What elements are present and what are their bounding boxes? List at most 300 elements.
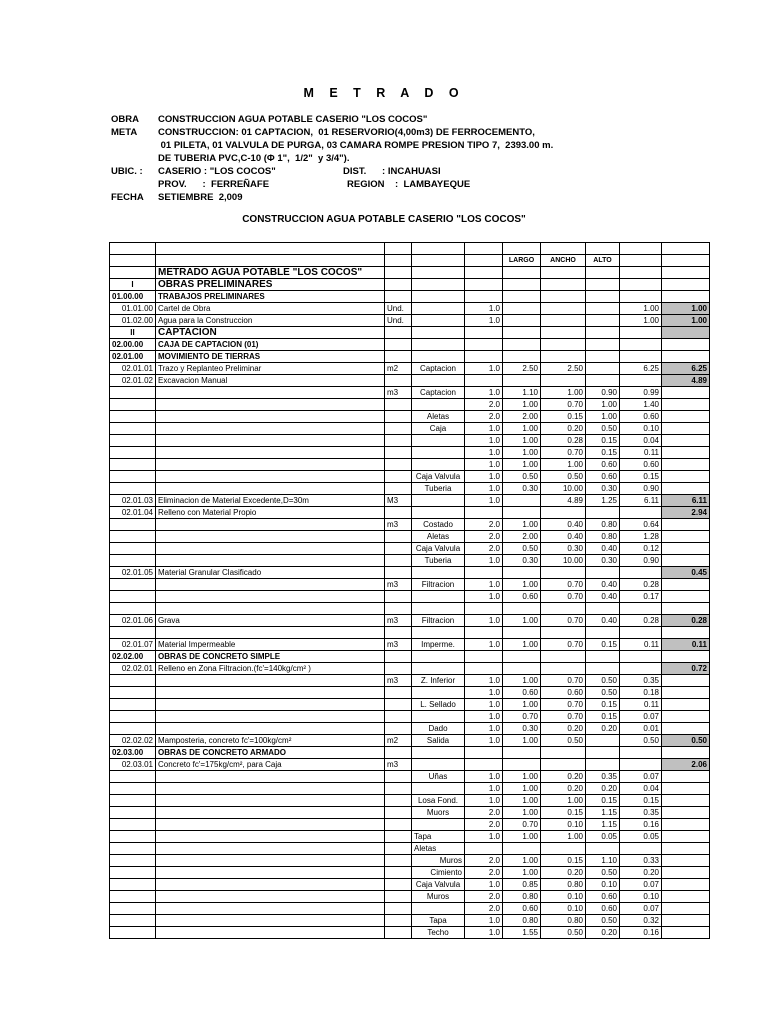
partial-cell: 0.04: [620, 435, 662, 447]
empty-cell: [110, 243, 156, 255]
unit-cell: [385, 723, 412, 735]
element-cell: [412, 435, 465, 447]
largo-cell: 1.10: [503, 387, 541, 399]
quantity-cell: 2.0: [465, 903, 503, 915]
ancho-cell: 0.15: [541, 411, 586, 423]
ancho-cell: 0.70: [541, 591, 586, 603]
item-code: [110, 819, 156, 831]
partial-cell: 0.07: [620, 903, 662, 915]
item-description: [156, 555, 385, 567]
total-cell: [662, 351, 710, 363]
partial-cell: 1.28: [620, 531, 662, 543]
element-cell: Caja Valvula: [412, 879, 465, 891]
ancho-cell: 1.00: [541, 459, 586, 471]
element-cell: Muros: [412, 855, 465, 867]
column-header: [156, 255, 385, 267]
alto-cell: 0.60: [586, 903, 620, 915]
table-row: [110, 903, 710, 915]
unit-cell: [385, 459, 412, 471]
total-cell: [662, 831, 710, 843]
table-row: [110, 555, 710, 567]
alto-cell: 0.80: [586, 519, 620, 531]
element-cell: [412, 447, 465, 459]
empty-cell: [662, 603, 710, 615]
total-cell: [662, 531, 710, 543]
alto-cell: 0.15: [586, 711, 620, 723]
ancho-cell: 0.20: [541, 771, 586, 783]
table-row: [110, 855, 710, 867]
alto-cell: 0.20: [586, 783, 620, 795]
table-row: [110, 435, 710, 447]
item-code: [110, 831, 156, 843]
largo-cell: 1.00: [503, 783, 541, 795]
unit-cell: Und.: [385, 303, 412, 315]
ancho-cell: 1.00: [541, 795, 586, 807]
total-cell: [662, 339, 710, 351]
quantity-cell: 2.0: [465, 411, 503, 423]
largo-cell: [503, 267, 541, 279]
empty-cell: [110, 627, 156, 639]
largo-cell: 0.70: [503, 819, 541, 831]
element-cell: L. Sellado: [412, 699, 465, 711]
largo-cell: 0.80: [503, 915, 541, 927]
unit-cell: m3: [385, 519, 412, 531]
alto-cell: 1.00: [586, 399, 620, 411]
ancho-cell: 0.70: [541, 699, 586, 711]
largo-cell: [503, 759, 541, 771]
element-cell: Z. Inferior: [412, 675, 465, 687]
ancho-cell: 0.40: [541, 531, 586, 543]
quantity-cell: [465, 291, 503, 303]
element-cell: Aletas: [412, 843, 465, 855]
partial-cell: 0.32: [620, 915, 662, 927]
item-description: [156, 471, 385, 483]
unit-cell: [385, 879, 412, 891]
total-cell: [662, 591, 710, 603]
ancho-cell: 0.28: [541, 435, 586, 447]
table-row: [110, 411, 710, 423]
table-row: [110, 915, 710, 927]
table-row: [110, 459, 710, 471]
largo-cell: [503, 651, 541, 663]
item-description: Agua para la Construccion: [156, 315, 385, 327]
alto-cell: 0.60: [586, 471, 620, 483]
partial-cell: 0.60: [620, 411, 662, 423]
empty-cell: [503, 243, 541, 255]
largo-cell: [503, 327, 541, 339]
table-row: [110, 303, 710, 315]
partial-cell: 0.10: [620, 423, 662, 435]
total-cell: 0.45: [662, 567, 710, 579]
item-description: Relleno en Zona Filtracion.(fc'=140kg/cm² ): [156, 663, 385, 675]
total-cell: 1.00: [662, 315, 710, 327]
element-cell: [412, 819, 465, 831]
alto-cell: [586, 279, 620, 291]
ancho-cell: 0.15: [541, 855, 586, 867]
ancho-cell: 10.00: [541, 483, 586, 495]
table-row: [110, 351, 710, 363]
unit-cell: m3: [385, 615, 412, 627]
alto-cell: 0.15: [586, 639, 620, 651]
unit-cell: [385, 771, 412, 783]
partial-cell: 0.28: [620, 615, 662, 627]
partial-cell: 0.16: [620, 819, 662, 831]
unit-cell: [385, 471, 412, 483]
table-row: [110, 267, 710, 279]
item-code: [110, 387, 156, 399]
table-row: [110, 663, 710, 675]
partial-cell: 0.35: [620, 675, 662, 687]
unit-cell: [385, 567, 412, 579]
table-row: [110, 339, 710, 351]
region-value: REGION : LAMBAYEQUE: [347, 179, 471, 190]
total-cell: [662, 891, 710, 903]
partial-cell: [620, 279, 662, 291]
total-cell: 0.28: [662, 615, 710, 627]
item-code: 02.00.00: [110, 339, 156, 351]
partial-cell: [620, 663, 662, 675]
quantity-cell: 2.0: [465, 807, 503, 819]
element-cell: [412, 651, 465, 663]
element-cell: Aletas: [412, 531, 465, 543]
item-description: [156, 447, 385, 459]
alto-cell: [586, 351, 620, 363]
table-row: [110, 615, 710, 627]
largo-cell: 1.00: [503, 795, 541, 807]
quantity-cell: 1.0: [465, 435, 503, 447]
total-cell: [662, 879, 710, 891]
largo-cell: 0.30: [503, 555, 541, 567]
quantity-cell: 1.0: [465, 735, 503, 747]
item-code: [110, 687, 156, 699]
ancho-cell: [541, 291, 586, 303]
column-header: [110, 255, 156, 267]
element-cell: Cimiento: [412, 867, 465, 879]
quantity-cell: 1.0: [465, 831, 503, 843]
largo-cell: [503, 351, 541, 363]
item-code: 02.01.06: [110, 615, 156, 627]
partial-cell: 0.90: [620, 555, 662, 567]
ancho-cell: 0.10: [541, 903, 586, 915]
item-code: [110, 807, 156, 819]
empty-cell: [412, 627, 465, 639]
alto-cell: [586, 663, 620, 675]
ancho-cell: 0.70: [541, 615, 586, 627]
total-cell: [662, 423, 710, 435]
total-cell: [662, 471, 710, 483]
largo-cell: 1.00: [503, 519, 541, 531]
item-code: [110, 267, 156, 279]
ancho-cell: [541, 759, 586, 771]
empty-cell: [385, 603, 412, 615]
largo-cell: 2.00: [503, 531, 541, 543]
element-cell: Filtracion: [412, 579, 465, 591]
empty-cell: [620, 627, 662, 639]
ancho-cell: [541, 375, 586, 387]
table-row: [110, 495, 710, 507]
item-description: CAJA DE CAPTACION (01): [156, 339, 385, 351]
unit-cell: [385, 915, 412, 927]
item-code: 02.01.05: [110, 567, 156, 579]
unit-cell: [385, 375, 412, 387]
ancho-cell: 0.20: [541, 723, 586, 735]
table-row: [110, 591, 710, 603]
element-cell: Muros: [412, 891, 465, 903]
largo-cell: [503, 375, 541, 387]
element-cell: [412, 711, 465, 723]
total-cell: 0.50: [662, 735, 710, 747]
table-row: [110, 843, 710, 855]
total-cell: [662, 483, 710, 495]
largo-cell: 0.60: [503, 591, 541, 603]
total-cell: [662, 855, 710, 867]
total-cell: [662, 675, 710, 687]
item-code: 01.00.00: [110, 291, 156, 303]
quantity-cell: 2.0: [465, 891, 503, 903]
alto-cell: 0.60: [586, 891, 620, 903]
item-description: Material Impermeable: [156, 639, 385, 651]
unit-cell: [385, 555, 412, 567]
column-header: [385, 255, 412, 267]
quantity-cell: 1.0: [465, 387, 503, 399]
largo-cell: 0.30: [503, 723, 541, 735]
table-row: [110, 735, 710, 747]
empty-cell: [503, 627, 541, 639]
largo-cell: 1.00: [503, 615, 541, 627]
table-row: [110, 879, 710, 891]
unit-cell: [385, 843, 412, 855]
quantity-cell: 1.0: [465, 591, 503, 603]
element-cell: [412, 663, 465, 675]
item-code: [110, 783, 156, 795]
ancho-cell: 1.00: [541, 387, 586, 399]
quantity-cell: 1.0: [465, 723, 503, 735]
table-row: [110, 423, 710, 435]
unit-cell: m2: [385, 735, 412, 747]
empty-cell: [586, 603, 620, 615]
largo-cell: [503, 843, 541, 855]
ancho-cell: 0.50: [541, 735, 586, 747]
alto-cell: [586, 735, 620, 747]
table-row: [110, 255, 710, 267]
empty-cell: [385, 627, 412, 639]
item-code: 02.01.01: [110, 363, 156, 375]
item-description: [156, 543, 385, 555]
item-description: [156, 399, 385, 411]
total-cell: [662, 279, 710, 291]
item-description: Cartel de Obra: [156, 303, 385, 315]
partial-cell: 0.12: [620, 543, 662, 555]
item-description: [156, 783, 385, 795]
sheet-subtitle: CONSTRUCCION AGUA POTABLE CASERIO "LOS COCOS": [242, 214, 526, 225]
quantity-cell: 1.0: [465, 915, 503, 927]
element-cell: Dado: [412, 723, 465, 735]
unit-cell: m3: [385, 675, 412, 687]
quantity-cell: 1.0: [465, 927, 503, 939]
unit-cell: [385, 651, 412, 663]
item-description: Mamposteria, concreto fc'=100kg/cm²: [156, 735, 385, 747]
partial-cell: 0.10: [620, 891, 662, 903]
empty-cell: [465, 627, 503, 639]
table-row: [110, 531, 710, 543]
element-cell: Captacion: [412, 363, 465, 375]
table-row: [110, 867, 710, 879]
item-code: 02.02.01: [110, 663, 156, 675]
partial-cell: [620, 759, 662, 771]
alto-cell: 0.40: [586, 591, 620, 603]
partial-cell: 6.11: [620, 495, 662, 507]
metrado-table: [109, 242, 710, 939]
largo-cell: 1.00: [503, 771, 541, 783]
total-cell: [662, 723, 710, 735]
table-row: [110, 579, 710, 591]
unit-cell: [385, 795, 412, 807]
alto-cell: 0.50: [586, 687, 620, 699]
partial-cell: [620, 651, 662, 663]
ancho-cell: 0.40: [541, 519, 586, 531]
item-description: [156, 435, 385, 447]
item-description: Eliminacion de Material Excedente,D=30m: [156, 495, 385, 507]
item-code: [110, 879, 156, 891]
alto-cell: 0.40: [586, 579, 620, 591]
table-row: [110, 291, 710, 303]
partial-cell: 0.20: [620, 867, 662, 879]
total-cell: [662, 447, 710, 459]
total-cell: [662, 903, 710, 915]
total-cell: [662, 807, 710, 819]
element-cell: [412, 507, 465, 519]
quantity-cell: [465, 759, 503, 771]
item-description: [156, 927, 385, 939]
quantity-cell: 1.0: [465, 315, 503, 327]
largo-cell: 1.00: [503, 579, 541, 591]
alto-cell: [586, 291, 620, 303]
item-code: [110, 795, 156, 807]
ancho-cell: 0.50: [541, 471, 586, 483]
largo-cell: [503, 495, 541, 507]
alto-cell: [586, 315, 620, 327]
element-cell: [412, 399, 465, 411]
column-header: ALTO: [586, 255, 620, 267]
empty-cell: [465, 243, 503, 255]
partial-cell: 0.60: [620, 459, 662, 471]
alto-cell: [586, 363, 620, 375]
partial-cell: 0.18: [620, 687, 662, 699]
item-description: [156, 711, 385, 723]
quantity-cell: [465, 567, 503, 579]
element-cell: [412, 327, 465, 339]
element-cell: [412, 315, 465, 327]
item-description: [156, 867, 385, 879]
partial-cell: 0.05: [620, 831, 662, 843]
largo-cell: 1.00: [503, 735, 541, 747]
total-cell: 2.94: [662, 507, 710, 519]
item-code: 02.01.03: [110, 495, 156, 507]
table-row: [110, 243, 710, 255]
partial-cell: 0.07: [620, 771, 662, 783]
item-description: Excavacion Manual: [156, 375, 385, 387]
item-description: [156, 723, 385, 735]
ancho-cell: 0.80: [541, 879, 586, 891]
table-row: [110, 507, 710, 519]
total-cell: [662, 267, 710, 279]
partial-cell: 0.90: [620, 483, 662, 495]
table-row: [110, 771, 710, 783]
quantity-cell: [465, 339, 503, 351]
partial-cell: [620, 375, 662, 387]
element-cell: [412, 339, 465, 351]
total-cell: [662, 579, 710, 591]
element-cell: [412, 495, 465, 507]
ancho-cell: 0.80: [541, 915, 586, 927]
item-code: [110, 855, 156, 867]
quantity-cell: 2.0: [465, 519, 503, 531]
total-cell: [662, 819, 710, 831]
unit-cell: [385, 663, 412, 675]
element-cell: [412, 375, 465, 387]
column-header: [412, 255, 465, 267]
empty-cell: [412, 243, 465, 255]
element-cell: Tapa: [412, 915, 465, 927]
item-description: [156, 519, 385, 531]
quantity-cell: 1.0: [465, 471, 503, 483]
alto-cell: 0.30: [586, 483, 620, 495]
alto-cell: 0.05: [586, 831, 620, 843]
unit-cell: m3: [385, 639, 412, 651]
item-code: [110, 471, 156, 483]
total-cell: [662, 795, 710, 807]
item-code: [110, 399, 156, 411]
largo-cell: 1.00: [503, 399, 541, 411]
item-code: [110, 555, 156, 567]
alto-cell: 0.15: [586, 435, 620, 447]
empty-cell: [541, 603, 586, 615]
quantity-cell: [465, 663, 503, 675]
alto-cell: 1.10: [586, 855, 620, 867]
total-cell: [662, 843, 710, 855]
alto-cell: 0.50: [586, 915, 620, 927]
quantity-cell: 2.0: [465, 855, 503, 867]
total-cell: [662, 687, 710, 699]
total-cell: [662, 915, 710, 927]
partial-cell: 0.99: [620, 387, 662, 399]
total-cell: 0.11: [662, 639, 710, 651]
unit-cell: [385, 699, 412, 711]
item-code: I: [110, 279, 156, 291]
item-description: Concreto fc'=175kg/cm², para Caja: [156, 759, 385, 771]
meta-label: META: [111, 127, 138, 138]
quantity-cell: 2.0: [465, 543, 503, 555]
unit-cell: [385, 327, 412, 339]
item-code: [110, 675, 156, 687]
quantity-cell: 1.0: [465, 447, 503, 459]
partial-cell: [620, 747, 662, 759]
alto-cell: 0.40: [586, 615, 620, 627]
quantity-cell: 1.0: [465, 423, 503, 435]
alto-cell: [586, 327, 620, 339]
caserio-value: CASERIO : "LOS COCOS": [158, 166, 276, 177]
total-cell: [662, 783, 710, 795]
table-row: [110, 543, 710, 555]
item-code: [110, 915, 156, 927]
alto-cell: 1.15: [586, 819, 620, 831]
empty-cell: [503, 603, 541, 615]
item-code: 02.03.01: [110, 759, 156, 771]
quantity-cell: 2.0: [465, 819, 503, 831]
item-description: [156, 459, 385, 471]
partial-cell: [620, 327, 662, 339]
ancho-cell: [541, 279, 586, 291]
